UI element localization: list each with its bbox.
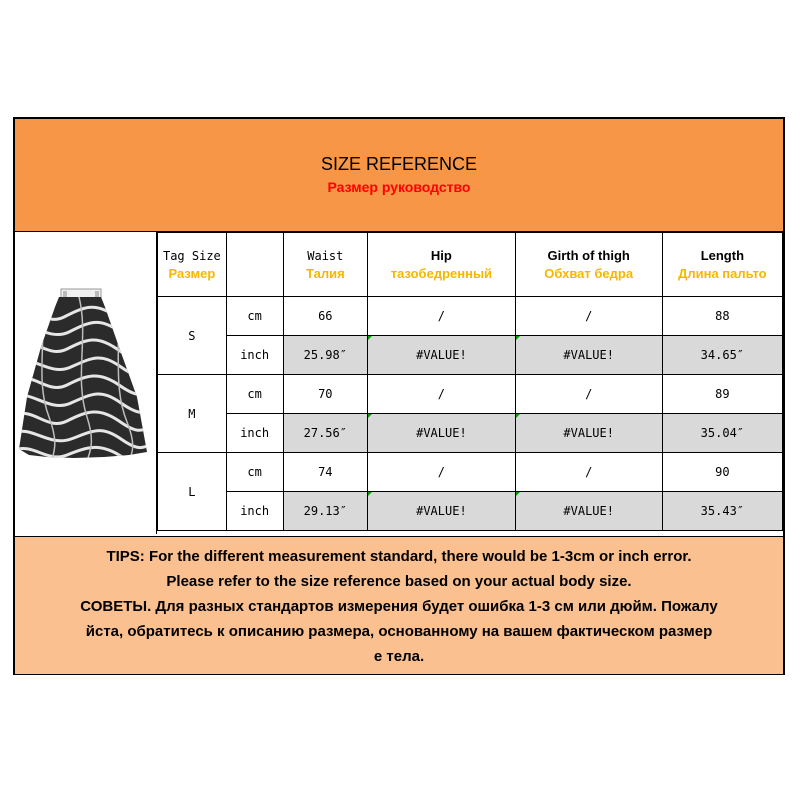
size-label: S — [158, 297, 227, 375]
chart-title: SIZE REFERENCE — [320, 154, 478, 174]
unit-cell: inch — [226, 492, 283, 531]
thigh-cell: #VALUE! — [515, 414, 662, 453]
chart-subtitle: Размер руководство — [327, 179, 471, 195]
header-unit — [226, 233, 283, 297]
thigh-cell: / — [515, 453, 662, 492]
header-thigh — [515, 233, 662, 297]
waist-cell: 74 — [283, 453, 368, 492]
header-hip — [368, 233, 516, 297]
tips-line: йста, обратитесь к описанию размера, основанному на вашем фактическом размер — [85, 623, 713, 640]
header-thigh-ru: Обхват бедра — [544, 265, 634, 281]
length-cell: 35.43″ — [662, 492, 782, 531]
thigh-cell: / — [515, 297, 662, 336]
length-cell: 88 — [662, 297, 782, 336]
table-row — [158, 414, 783, 453]
thigh-cell: #VALUE! — [515, 336, 662, 375]
chart-header — [15, 119, 783, 232]
unit-cell: cm — [226, 453, 283, 492]
header-length — [662, 233, 782, 297]
table-row — [158, 336, 783, 375]
header-hip-ru: тазобедренный — [390, 265, 493, 281]
header-hip-en: Hip — [430, 247, 452, 263]
waist-cell: 25.98″ — [283, 336, 368, 375]
unit-cell: inch — [226, 414, 283, 453]
size-label: M — [158, 375, 227, 453]
tips-line: TIPS: For the different measurement standard, there would be 1-3cm or inch error. — [106, 548, 692, 565]
waist-cell: 27.56″ — [283, 414, 368, 453]
size-label: L — [158, 453, 227, 531]
size-table — [157, 232, 783, 531]
header-tag-size-en: Tag Size — [162, 248, 221, 263]
tips-line: Please refer to the size reference based on your actual body size. — [166, 573, 632, 590]
header-tag-size-ru: Размер — [168, 265, 216, 281]
hip-cell: / — [368, 375, 516, 414]
hip-cell: #VALUE! — [368, 336, 516, 375]
unit-cell: inch — [226, 336, 283, 375]
header-length-ru: Длина пальто — [678, 265, 767, 281]
length-cell: 90 — [662, 453, 782, 492]
header-waist-ru: Талия — [305, 265, 345, 281]
thigh-cell: #VALUE! — [515, 492, 662, 531]
table-row — [158, 453, 783, 492]
header-tag-size — [158, 233, 227, 297]
length-cell: 34.65″ — [662, 336, 782, 375]
table-row — [158, 375, 783, 414]
table-header-row — [158, 233, 783, 297]
header-waist — [283, 233, 368, 297]
tips-box — [15, 536, 783, 674]
table-row — [158, 492, 783, 531]
length-cell: 35.04″ — [662, 414, 782, 453]
waist-cell: 66 — [283, 297, 368, 336]
header-length-en: Length — [700, 247, 745, 263]
tips-line: е тела. — [373, 648, 425, 665]
waist-cell: 29.13″ — [283, 492, 368, 531]
hip-cell: / — [368, 297, 516, 336]
table-row — [158, 297, 783, 336]
zebra-skirt-image — [19, 287, 149, 477]
product-photo — [15, 232, 157, 534]
hip-cell: / — [368, 453, 516, 492]
hip-cell: #VALUE! — [368, 414, 516, 453]
waist-cell: 70 — [283, 375, 368, 414]
unit-cell: cm — [226, 375, 283, 414]
unit-cell: cm — [226, 297, 283, 336]
hip-cell: #VALUE! — [368, 492, 516, 531]
thigh-cell: / — [515, 375, 662, 414]
tips-line: СОВЕТЫ. Для разных стандартов измерения будет ошибка 1-3 см или дюйм. Пожалу — [80, 598, 718, 615]
header-waist-en: Waist — [307, 248, 344, 263]
header-thigh-en: Girth of thigh — [547, 247, 630, 263]
size-chart — [13, 117, 785, 675]
length-cell: 89 — [662, 375, 782, 414]
